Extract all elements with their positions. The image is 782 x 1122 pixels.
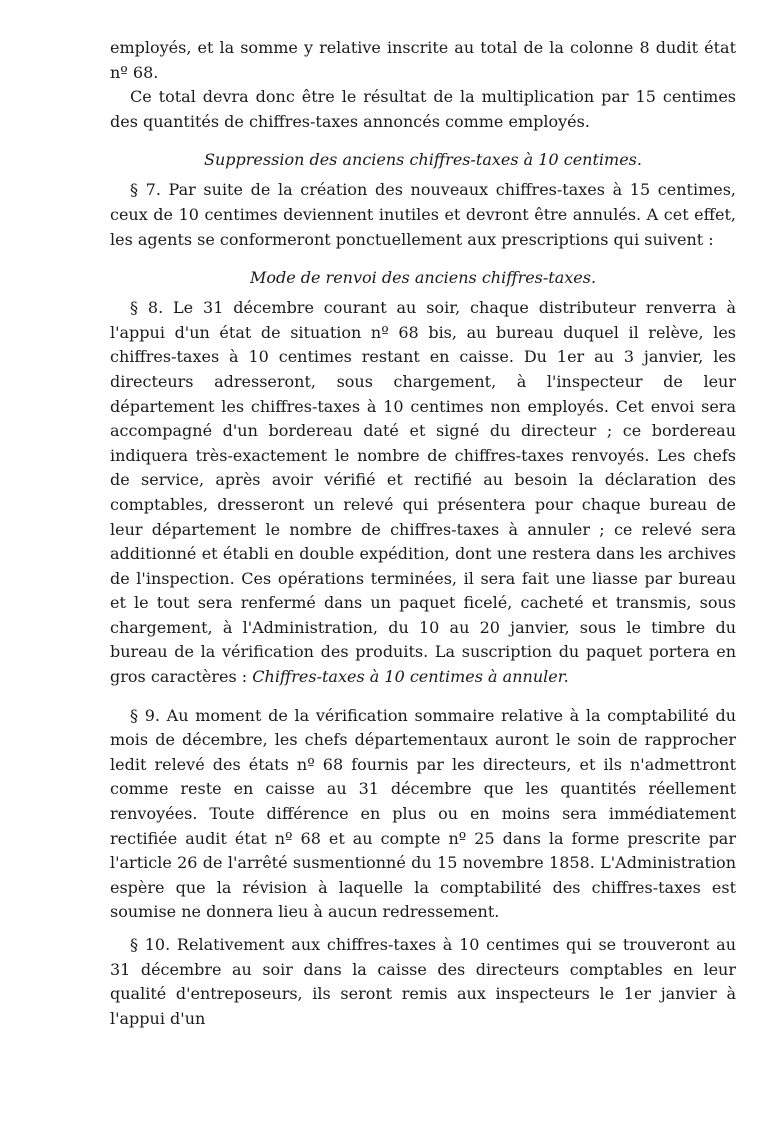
paragraph-section-7: § 7. Par suite de la création des nouveaux chiffres-taxes à 15 centimes, ceux de 10 centimes deviennent inutiles et devront être annulés. A cet effet, les agents se conformeront ponctuellement aux prescriptions qui suivent : [110,180,736,249]
paragraph-section-9: § 9. Au moment de la vérification sommaire relative à la comptabilité du mois de décembre, les chefs départementaux auront le soin de rapprocher ledit relevé des états nº 68 fournis par les directeurs, et ils n'admettront comme reste en caisse au 31 décembre que les quantités réellement renvoyées. Toute différence en plus ou en moins sera immédiatement rectifiée audit état nº 68 et au compte nº 25 dans la forme prescrite par l'article 26 de l'arrêté susmentionné du 15 novembre 1858. L'Administration espère que la révision à laquelle la comptabilité des chiffres-taxes est soumise ne donnera lieu à aucun redressement. [110,705,736,922]
paragraph-section-8-label: Chiffres-taxes à 10 centimes à annuler. [252,667,569,687]
heading-mode-renvoi: Mode de renvoi des anciens chiffres-taxes. [249,268,597,288]
heading-suppression: Suppression des anciens chiffres-taxes à 10 centimes. [204,150,642,170]
document-page [110,36,736,1031]
paragraph-section-8-text: § 8. Le 31 décembre courant au soir, chaque distributeur renverra à l'appui d'un état de situation nº 68 bis, au bureau duquel il relève, les chiffres-taxes à 10 centimes restant en caisse. Du 1er au 3 janvier, les directeurs adresseront, sous chargement, à l'inspecteur de leur département les chiffres-taxes à 10 centimes non employés. Cet envoi sera accompagné d'un bordereau daté et signé du directeur ; ce bordereau indiquera très-exactement le nombre de chiffres-taxes renvoyés. Les chefs de service, après avoir vérifié et rectifié au besoin la déclaration des comptables, dresseront un relevé qui présentera pour chaque bureau de leur département le nombre de chiffres-taxes à annuler ; ce relevé sera additionné et établi en double expédition, dont une restera dans les archives de l'inspection. Ces opérations terminées, il sera fait une liasse par bureau et le tout sera renfermé dans un paquet ficelé, cacheté et transmis, sous chargement, à l'Administration, du 10 au 20 janvier, sous le timbre du bureau de la vérification des produits. La suscription du paquet portera en gros caractères : [110,298,736,687]
paragraph-section-10: § 10. Relativement aux chiffres-taxes à 10 centimes qui se trouveront au 31 décembre au soir dans la caisse des directeurs comptables en leur qualité d'entreposeurs, ils seront remis aux inspecteurs le 1er janvier à l'appui d'un [110,935,736,1028]
paragraph-continuation: employés, et la somme y relative inscrite au total de la colonne 8 dudit état nº 68. [110,38,736,82]
paragraph-total: Ce total devra donc être le résultat de la multiplication par 15 centimes des quantités de chiffres-taxes annoncés comme employés. [110,87,736,131]
paragraph-section-8 [110,296,736,690]
